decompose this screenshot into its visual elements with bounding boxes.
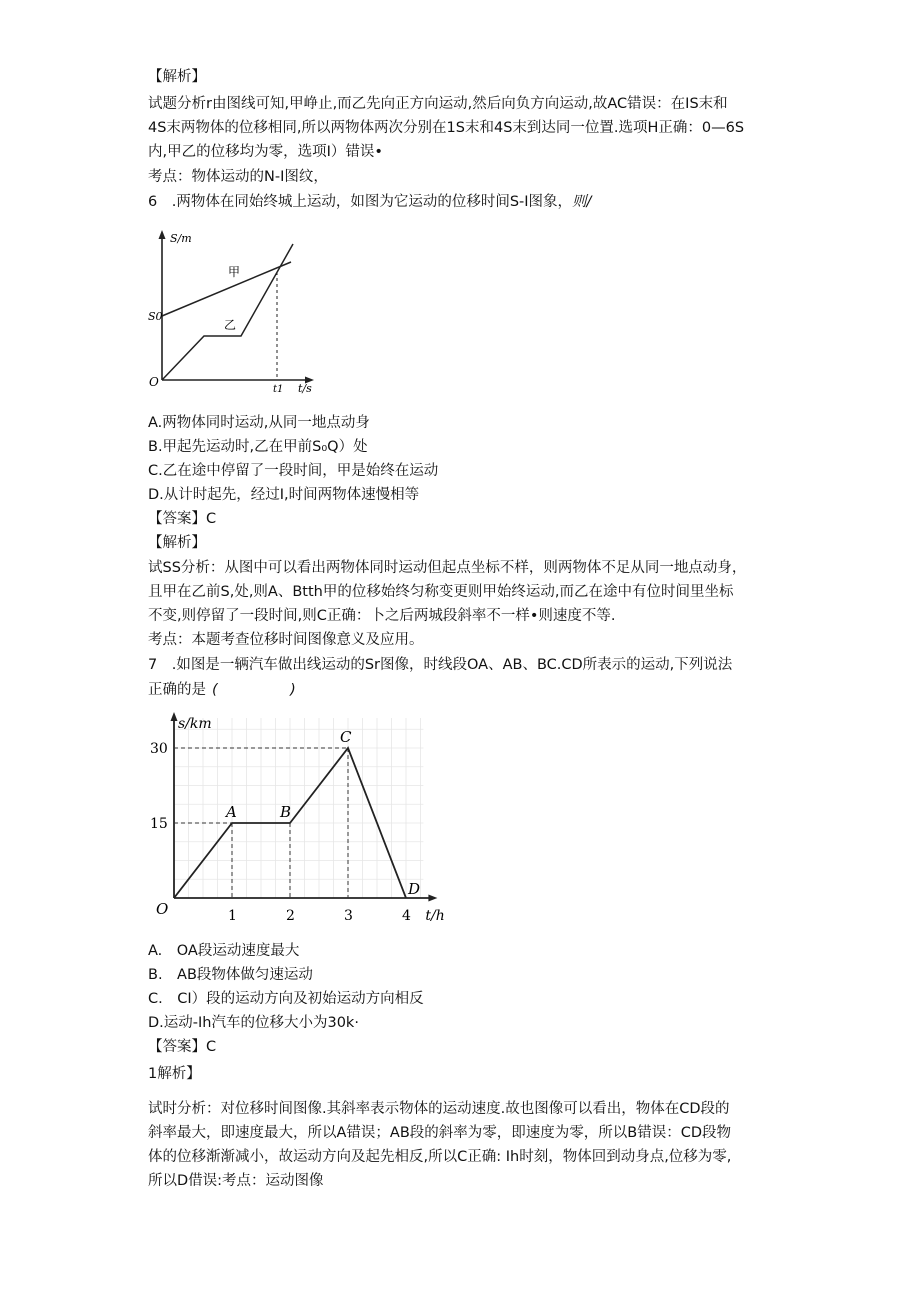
q6-analysis-label: 【解析】	[148, 535, 206, 551]
q6-analysis-line: 且甲在乙前S,处,则A、Btth甲的位移始终匀称变更则甲始终运动,而乙在途中有位时间里坐标	[148, 584, 734, 600]
y-axis-label: s/km	[178, 716, 212, 732]
y-tick-label: 15	[150, 816, 168, 832]
q6-s-axis-arrow	[159, 230, 166, 239]
q7-analysis-line: 试时分析：对位移时间图像.其斜率表示物体的运动速度.故也图像可以看出，物体在CD段的	[148, 1101, 730, 1117]
q6-stem-text: 6 .两物体在同始终城上运动，如图为它运动的位移时间S-I图象，	[148, 194, 573, 210]
point-label-B: B	[280, 803, 292, 821]
y-axis-arrow	[171, 712, 178, 721]
q6-option: B.甲起先运动时,乙在甲前S₀Q）处	[148, 439, 368, 455]
q6-origin-label: O	[149, 375, 159, 389]
x-axis-arrow	[428, 895, 437, 902]
q7-analysis-line: 体的位移渐渐减小，故运动方向及起先相反,所以C正确: Ih时刻，物体回到动身点,位移为零,	[148, 1149, 732, 1165]
y-tick-label: 30	[150, 741, 168, 757]
q6-jia-label: 甲	[228, 265, 241, 279]
analysis-line: 试题分析r由图线可知,甲峥止,而乙先向正方向运动,然后向负方向运动,故AC错误：在IS末和	[148, 96, 728, 112]
q6-stem	[148, 191, 591, 213]
q6-stem-tail: 则/	[572, 194, 592, 210]
x-tick-label: 3	[344, 908, 353, 924]
q6-option: C.乙在途中停留了一段时间，甲是始终在运动	[148, 463, 439, 479]
q6-s-axis-label: S/m	[170, 232, 192, 245]
q6-s0-label: S0	[148, 310, 163, 323]
q6-t-axis-label: t/s	[298, 382, 312, 395]
point-label-O: O	[156, 900, 169, 918]
q6-line-jia	[162, 262, 291, 316]
x-tick-label: 2	[286, 908, 295, 924]
q6-figure	[148, 226, 328, 398]
point-label-A: A	[226, 803, 237, 821]
q7-analysis-line: 所以D借误:考点：运动图像	[148, 1173, 324, 1189]
q6-analysis-line: 不变,则停留了一段时间,则C正确：卜之后两城段斜率不一样•则速度不等.	[148, 608, 616, 624]
x-tick-label: 4	[402, 908, 411, 924]
analysis-line: 内,甲乙的位移均为零，选项I）错误•	[148, 144, 383, 160]
analysis-line: 4S末两物体的位移相同,所以两物体两次分别在1S末和4S末到达同一位置.选项H正确：0—6S	[148, 120, 745, 136]
q7-option: D.运动-Ih汽车的位移大小为30k·	[148, 1015, 359, 1031]
q7-option: A. OA段运动速度最大	[148, 943, 300, 959]
q6-option: A.两物体同时运动,从同一地点动身	[148, 415, 370, 431]
q7-stem-line: 7 .如图是一辆汽车做出线运动的Sr图像，时线段OA、AB、BC.CD所表示的运动,下列说法	[148, 657, 733, 673]
q7-stem-text: 正确的是	[148, 682, 206, 698]
q7-paren: ( )	[212, 682, 296, 698]
q7-stem-line-2	[148, 679, 296, 701]
point-label-C: C	[340, 728, 352, 746]
analysis-label-1: 【解析】	[148, 69, 206, 85]
q7-chart	[148, 712, 448, 930]
q6-option: D.从计时起先，经过I,时间两物体速慢相等	[148, 487, 420, 503]
q7-analysis-line: 斜率最大，即速度最大，所以A错误；AB段的斜率为零，即速度为零，所以B错误：CD段物	[148, 1125, 732, 1141]
q7-answer: 【答案】C	[148, 1039, 217, 1055]
q7-option: B. AB段物体做匀速运动	[148, 967, 313, 983]
x-axis-label: t/h	[425, 908, 445, 924]
x-tick-label: 1	[228, 908, 237, 924]
kaodian-line: 考点：物体运动的N-I图纹，	[148, 169, 328, 185]
q6-yi-label: 乙	[224, 318, 237, 332]
q7-option: C. CI）段的运动方向及初始运动方向相反	[148, 991, 424, 1007]
q6-kaodian: 考点：本题考查位移时间图像意义及应用。	[148, 632, 424, 648]
q6-answer: 【答案】C	[148, 511, 217, 527]
q6-analysis-line: 试SS分析：从图中可以看出两物体同时运动但起点坐标不样，则两物体不足从同一地点动身，	[148, 560, 747, 576]
point-label-D: D	[408, 880, 421, 898]
q6-t1-label: t1	[273, 384, 284, 395]
q7-analysis-label: 1解析】	[148, 1066, 201, 1082]
